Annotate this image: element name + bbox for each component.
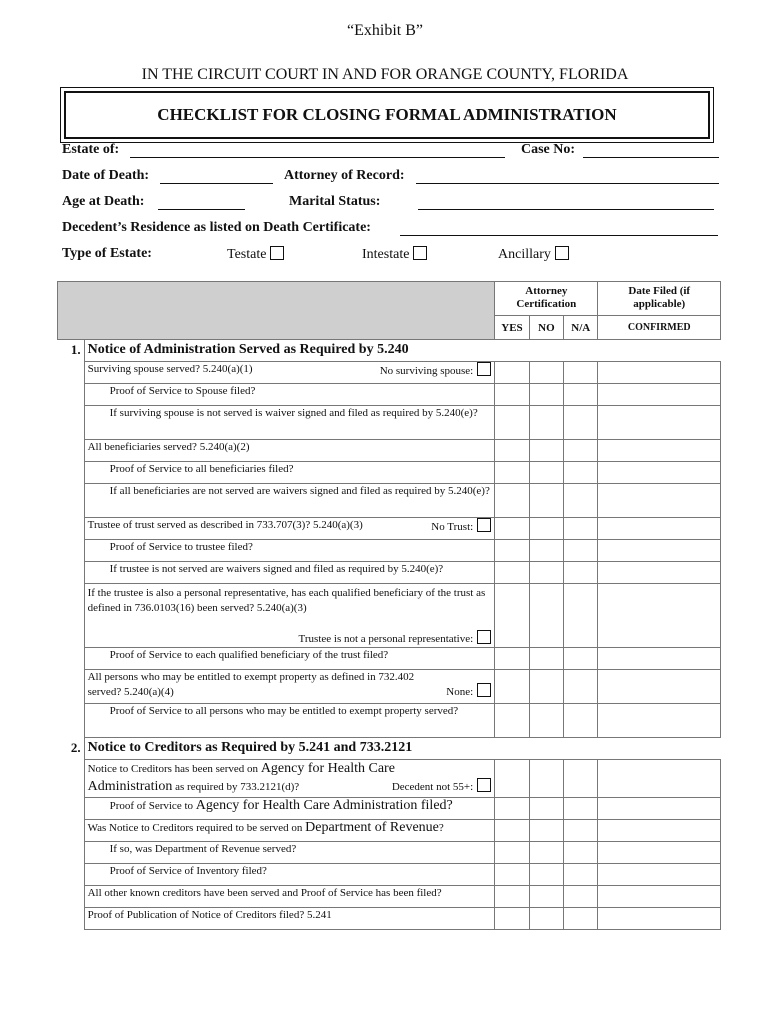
- header-shaded-cell: [58, 282, 495, 340]
- no-cell[interactable]: [529, 760, 563, 798]
- na-cell[interactable]: [564, 908, 598, 930]
- na-cell[interactable]: [564, 406, 598, 440]
- table-row: [58, 670, 721, 704]
- no-cell[interactable]: [529, 864, 563, 886]
- yes-cell[interactable]: [495, 886, 530, 908]
- row-text: All beneficiaries served? 5.240(a)(2): [84, 440, 495, 462]
- date-cell[interactable]: [598, 842, 721, 864]
- row-text: Proof of Service to all beneficiaries filed?: [84, 462, 495, 484]
- intestate-option[interactable]: [362, 246, 427, 263]
- row-text: as required by 733.2121(d)?: [172, 781, 300, 793]
- option-label: Decedent not 55+:: [391, 781, 474, 793]
- table-row: [58, 648, 721, 670]
- trustee-not-pr-checkbox[interactable]: [477, 630, 491, 644]
- no-cell[interactable]: [529, 462, 563, 484]
- yes-cell[interactable]: [495, 704, 530, 738]
- no-cell[interactable]: [529, 562, 563, 584]
- no-cell[interactable]: [529, 886, 563, 908]
- intestate-checkbox[interactable]: [413, 246, 427, 260]
- confirmed-header: CONFIRMED: [598, 316, 721, 340]
- section-2-number: 2.: [70, 739, 81, 755]
- no-cell[interactable]: [529, 908, 563, 930]
- no-cell[interactable]: [529, 440, 563, 462]
- table-row: [58, 362, 721, 384]
- yes-cell[interactable]: [495, 518, 530, 540]
- residence-label: Decedent’s Residence as listed on Death Certificate:: [62, 220, 371, 235]
- yes-cell[interactable]: [495, 484, 530, 518]
- yes-cell[interactable]: [495, 670, 530, 704]
- na-cell[interactable]: [564, 440, 598, 462]
- date-cell[interactable]: [598, 798, 721, 820]
- no-surviving-spouse-checkbox[interactable]: [477, 362, 491, 376]
- no-cell[interactable]: [529, 406, 563, 440]
- form-title: CHECKLIST FOR CLOSING FORMAL ADMINISTRATION: [64, 91, 710, 139]
- yes-header: YES: [495, 316, 530, 340]
- attorney-of-record-field[interactable]: [416, 183, 719, 184]
- option-label: None:: [446, 686, 474, 698]
- na-cell[interactable]: [564, 518, 598, 540]
- marital-status-field[interactable]: [418, 209, 714, 210]
- row-text: Trustee of trust served as described in 733.707(3)? 5.240(a)(3): [87, 519, 363, 531]
- no-trust-option[interactable]: [431, 518, 491, 535]
- row-text: Surviving spouse served? 5.240(a)(1): [87, 363, 253, 375]
- department-text: Department of Revenue: [305, 820, 439, 835]
- decedent-not-55-option[interactable]: [392, 778, 491, 796]
- table-row: [58, 540, 721, 562]
- row-text: All persons who may be entitled to exempt property as defined in 732.402 served? 5.240(a)(4): [87, 671, 415, 698]
- section-1-number: 1.: [70, 342, 81, 357]
- row-text: Proof of Service to: [109, 800, 196, 812]
- yes-cell[interactable]: [495, 798, 530, 820]
- date-cell[interactable]: [598, 362, 721, 384]
- attorney-of-record-label: Attorney of Record:: [284, 168, 405, 183]
- date-of-death-label: Date of Death:: [62, 168, 150, 183]
- date-cell[interactable]: [598, 648, 721, 670]
- table-row: [58, 908, 721, 930]
- title-box: [60, 87, 714, 143]
- table-row: [58, 406, 721, 440]
- date-filed-header: Date Filed (if applicable): [598, 282, 721, 316]
- yes-cell[interactable]: [495, 760, 530, 798]
- ancillary-option[interactable]: [498, 246, 569, 263]
- no-cell[interactable]: [529, 648, 563, 670]
- none-option[interactable]: [446, 683, 491, 700]
- testate-option[interactable]: [227, 246, 284, 263]
- row-text: Notice to Creditors has been served on: [87, 763, 261, 775]
- exhibit-label: “Exhibit B”: [347, 22, 423, 39]
- yes-cell[interactable]: [495, 842, 530, 864]
- row-text: If surviving spouse is not served is waiver signed and filed as required by 5.240(e)?: [84, 406, 495, 440]
- ancillary-label: Ancillary: [498, 247, 551, 262]
- no-surviving-spouse-option[interactable]: [380, 362, 492, 379]
- na-cell[interactable]: [564, 384, 598, 406]
- attorney-certification-header: Attorney Certification: [495, 282, 598, 316]
- no-cell[interactable]: [529, 484, 563, 518]
- na-cell[interactable]: [564, 842, 598, 864]
- yes-cell[interactable]: [495, 406, 530, 440]
- date-cell[interactable]: [598, 440, 721, 462]
- agency-text: Agency for Health Care Administration filed?: [195, 798, 453, 813]
- residence-field[interactable]: [400, 235, 718, 236]
- yes-cell[interactable]: [495, 384, 530, 406]
- row-text: Proof of Publication of Notice of Creditors filed? 5.241: [84, 908, 495, 930]
- type-of-estate-label: Type of Estate:: [62, 246, 152, 261]
- yes-cell[interactable]: [495, 362, 530, 384]
- marital-status-label: Marital Status:: [289, 194, 381, 209]
- row-text: Was Notice to Creditors required to be served on: [87, 822, 306, 834]
- row-text: Proof of Service to all persons who may be entitled to exempt property served?: [84, 704, 495, 738]
- date-cell[interactable]: [598, 462, 721, 484]
- date-cell[interactable]: [598, 562, 721, 584]
- option-label: Trustee is not a personal representative:: [298, 633, 474, 645]
- yes-cell[interactable]: [495, 820, 530, 842]
- agency-text: Agency for Health Care: [260, 761, 395, 776]
- option-label: No Trust:: [431, 521, 474, 533]
- no-cell[interactable]: [529, 842, 563, 864]
- date-cell[interactable]: [598, 760, 721, 798]
- date-cell[interactable]: [598, 406, 721, 440]
- na-cell[interactable]: [564, 462, 598, 484]
- table-row: [58, 484, 721, 518]
- yes-cell[interactable]: [495, 864, 530, 886]
- age-at-death-field[interactable]: [158, 209, 245, 210]
- date-cell[interactable]: [598, 384, 721, 406]
- row-text: Proof of Service of Inventory filed?: [84, 864, 495, 886]
- section-2-title: Notice to Creditors as Required by 5.241 and 733.2121: [84, 738, 720, 760]
- table-row: [58, 440, 721, 462]
- na-cell[interactable]: [564, 704, 598, 738]
- no-cell[interactable]: [529, 820, 563, 842]
- agency-text: Administration: [87, 779, 173, 794]
- yes-cell[interactable]: [495, 440, 530, 462]
- yes-cell[interactable]: [495, 540, 530, 562]
- no-header: NO: [529, 316, 563, 340]
- trustee-not-pr-option[interactable]: [88, 630, 492, 647]
- na-cell[interactable]: [564, 562, 598, 584]
- date-cell[interactable]: [598, 704, 721, 738]
- table-row: [58, 760, 721, 798]
- row-text: All other known creditors have been served and Proof of Service has been filed?: [84, 886, 495, 908]
- court-heading: IN THE CIRCUIT COURT IN AND FOR ORANGE COUNTY, FLORIDA: [141, 66, 629, 83]
- date-cell[interactable]: [598, 908, 721, 930]
- no-cell[interactable]: [529, 704, 563, 738]
- date-of-death-field[interactable]: [160, 183, 273, 184]
- case-no-label: Case No:: [521, 142, 576, 157]
- row-text: If all beneficiaries are not served are waivers signed and filed as required by 5.240(e)?: [84, 484, 495, 518]
- row-text: If the trustee is also a personal representative, has each qualified beneficiary of the trust as defined in 736.0103(16) been served? 5.240(a)(3): [87, 587, 486, 614]
- testate-label: Testate: [227, 247, 267, 262]
- checklist-table: [57, 281, 721, 930]
- estate-of-label: Estate of:: [62, 142, 120, 157]
- row-text: ?: [438, 822, 444, 834]
- yes-cell[interactable]: [495, 908, 530, 930]
- table-row: [58, 886, 721, 908]
- na-cell[interactable]: [564, 540, 598, 562]
- table-row: [58, 518, 721, 540]
- table-row: [58, 562, 721, 584]
- yes-cell[interactable]: [495, 462, 530, 484]
- option-label: No surviving spouse:: [379, 365, 474, 377]
- date-cell[interactable]: [598, 670, 721, 704]
- yes-cell[interactable]: [495, 648, 530, 670]
- ancillary-checkbox[interactable]: [555, 246, 569, 260]
- date-cell[interactable]: [598, 886, 721, 908]
- date-cell[interactable]: [598, 518, 721, 540]
- table-row: [58, 462, 721, 484]
- na-cell[interactable]: [564, 584, 598, 648]
- row-text: Proof of Service to Spouse filed?: [84, 384, 495, 406]
- no-cell[interactable]: [529, 384, 563, 406]
- date-cell[interactable]: [598, 820, 721, 842]
- na-cell[interactable]: [564, 648, 598, 670]
- date-cell[interactable]: [598, 584, 721, 648]
- row-text: Proof of Service to each qualified beneficiary of the trust filed?: [84, 648, 495, 670]
- case-no-field[interactable]: [583, 157, 719, 158]
- table-row: [58, 384, 721, 406]
- no-cell[interactable]: [529, 584, 563, 648]
- yes-cell[interactable]: [495, 584, 530, 648]
- row-text: Proof of Service to trustee filed?: [84, 540, 495, 562]
- na-cell[interactable]: [564, 820, 598, 842]
- na-cell[interactable]: [564, 760, 598, 798]
- na-header: N/A: [564, 316, 598, 340]
- na-cell[interactable]: [564, 864, 598, 886]
- table-row: [58, 842, 721, 864]
- na-cell[interactable]: [564, 362, 598, 384]
- none-checkbox[interactable]: [477, 683, 491, 697]
- no-trust-checkbox[interactable]: [477, 518, 491, 532]
- table-row: [58, 864, 721, 886]
- na-cell[interactable]: [564, 670, 598, 704]
- date-cell[interactable]: [598, 864, 721, 886]
- section-1-title: Notice of Administration Served as Required by 5.240: [84, 340, 720, 362]
- table-row: [58, 820, 721, 842]
- decedent-not-55-checkbox[interactable]: [477, 778, 491, 792]
- no-cell[interactable]: [529, 670, 563, 704]
- date-cell[interactable]: [598, 484, 721, 518]
- no-cell[interactable]: [529, 362, 563, 384]
- testate-checkbox[interactable]: [270, 246, 284, 260]
- no-cell[interactable]: [529, 518, 563, 540]
- table-row: [58, 584, 721, 648]
- na-cell[interactable]: [564, 798, 598, 820]
- row-text: If trustee is not served are waivers signed and filed as required by 5.240(e)?: [84, 562, 495, 584]
- age-at-death-label: Age at Death:: [62, 194, 145, 209]
- no-cell[interactable]: [529, 540, 563, 562]
- intestate-label: Intestate: [362, 247, 410, 262]
- row-text: If so, was Department of Revenue served?: [84, 842, 495, 864]
- table-row: [58, 704, 721, 738]
- date-cell[interactable]: [598, 540, 721, 562]
- na-cell[interactable]: [564, 484, 598, 518]
- no-cell[interactable]: [529, 798, 563, 820]
- na-cell[interactable]: [564, 886, 598, 908]
- yes-cell[interactable]: [495, 562, 530, 584]
- table-row: [58, 798, 721, 820]
- estate-of-field[interactable]: [130, 157, 505, 158]
